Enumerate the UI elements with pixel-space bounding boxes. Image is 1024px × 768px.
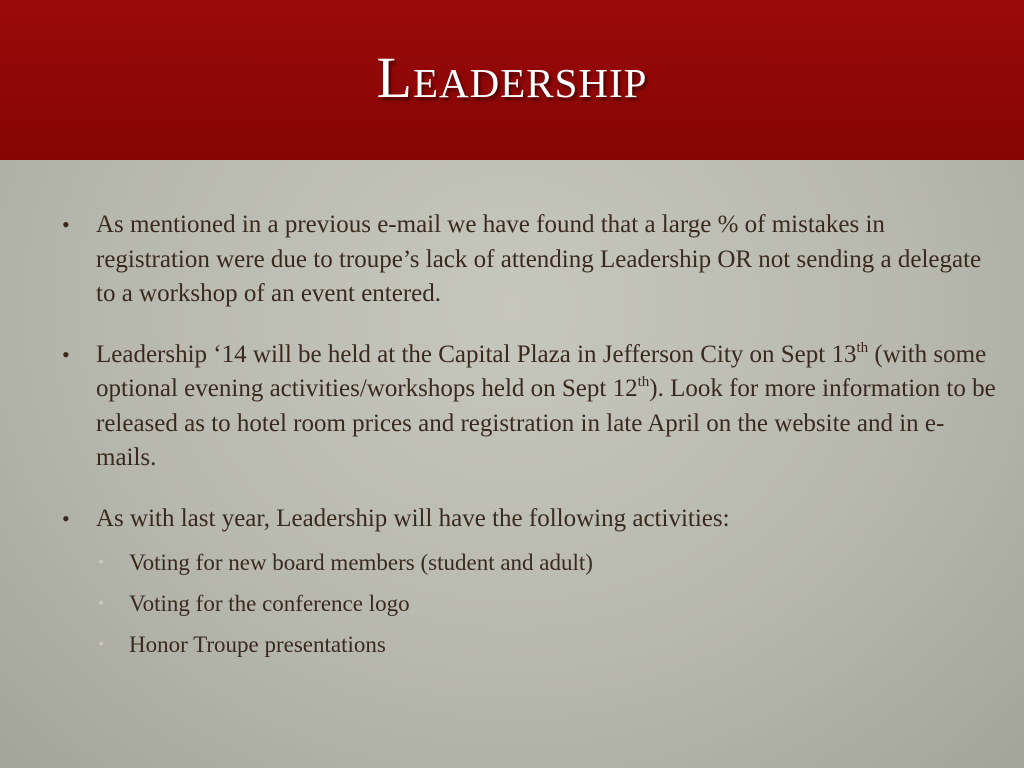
slide-body <box>62 208 997 691</box>
sub-bullet-text: Voting for the conference logo <box>129 591 410 616</box>
sub-bullet-item <box>96 624 997 665</box>
sub-bullet-list <box>96 542 997 665</box>
sub-bullet-item <box>96 583 997 624</box>
bullet-text: As mentioned in a previous e-mail we have found that a large % of mistakes in registration were due to troupe’s lack of attending Leadership OR not sending a delegate to a workshop of an event entered. <box>96 211 982 307</box>
bullet-dot-icon <box>62 338 82 373</box>
slide-title: Leadership <box>376 45 648 110</box>
bullet-text <box>96 338 997 476</box>
sub-bullet-text: Honor Troupe presentations <box>129 632 386 657</box>
ordinal-suffix: th <box>637 374 650 390</box>
ordinal-suffix: th <box>856 339 869 356</box>
title-banner <box>0 0 1024 160</box>
bullet-item-1 <box>62 208 997 312</box>
bullet-item-2 <box>62 338 997 476</box>
sub-bullet-item <box>96 542 997 583</box>
bullet-text-part: Leadership ‘14 will be held at the Capital Plaza in Jefferson City on Sept 13 <box>96 340 857 368</box>
sub-bullet-dot-icon <box>98 624 104 665</box>
sub-bullet-dot-icon <box>98 542 104 583</box>
bullet-text-part: (with some optional evening activities/workshops held on Sept 12 <box>96 340 987 402</box>
bullet-dot-icon <box>62 502 82 537</box>
sub-bullet-dot-icon <box>98 583 104 624</box>
bullet-dot-icon <box>62 208 82 243</box>
sub-bullet-text: Voting for new board members (student and adult) <box>129 550 593 575</box>
bullet-text: As with last year, Leadership will have the following activities: <box>96 504 730 532</box>
bullet-item-3 <box>62 502 997 666</box>
bullet-text-part: ). Look for more information to be released as to hotel room prices and registration in late April on the website and in e-mails. <box>96 375 996 471</box>
